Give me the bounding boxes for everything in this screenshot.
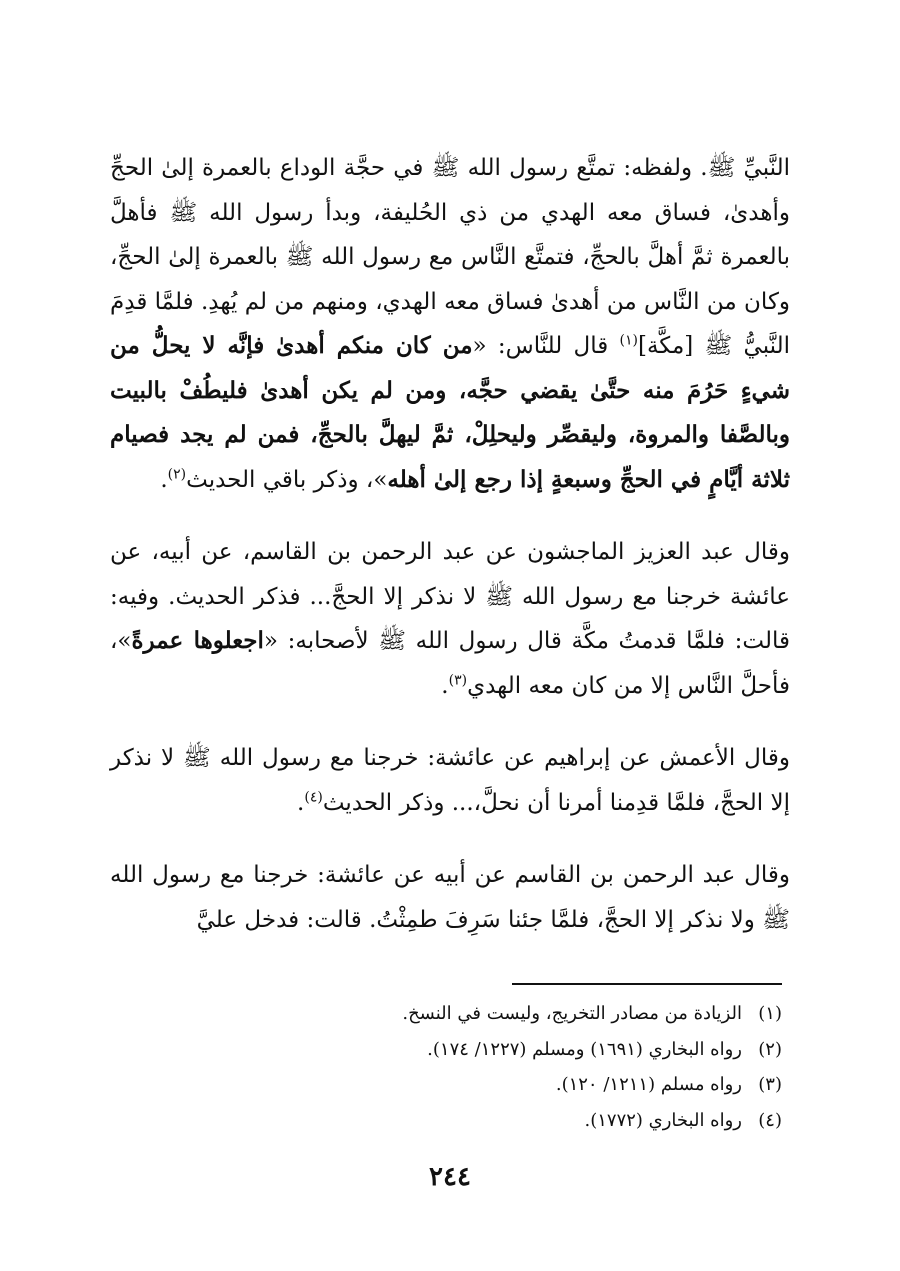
paragraph-1-text-3: »، وذكر باقي الحديث bbox=[186, 466, 388, 493]
footnote-text: الزيادة من مصادر التخريج، وليست في النسخ. bbox=[402, 1003, 742, 1024]
footnote-text: رواه البخاري (١٦٩١) ومسلم (١٢٢٧/ ١٧٤). bbox=[427, 1038, 742, 1060]
footnote-ref-2[interactable]: (٢) bbox=[167, 465, 187, 482]
paragraph-3-end: . bbox=[297, 789, 305, 816]
footnote-2 bbox=[110, 1032, 782, 1068]
paragraph-1 bbox=[110, 146, 790, 502]
footnote-number: (٤) bbox=[758, 1109, 782, 1131]
footnote-1 bbox=[110, 996, 782, 1032]
paragraph-1-end: . bbox=[160, 466, 168, 493]
paragraph-2-text-2: »، فأحلَّ النَّاس إلا من كان معه الهدي bbox=[110, 628, 790, 699]
footnote-number: (١) bbox=[758, 1003, 782, 1024]
hadith-quote-1: من كان منكم أهدىٰ فإنَّه لا يحلُّ من شيءٍ حَرُمَ منه حتَّىٰ يقضي حجَّه، ومن لم يكن أهدىٰ فليطُفْ بالبيت وبالصَّفا والمروة، وليقصِّر وليحلِلْ، ثمَّ ليهلَّ بالحجِّ، فمن لم يجد فصيام ثلاثة أيَّامٍ في الحجِّ وسبعةٍ إذا رجع إلىٰ أهله bbox=[110, 332, 790, 493]
footnote-ref-3[interactable]: (٣) bbox=[448, 671, 468, 688]
paragraph-1-text: النَّبيِّ ﷺ. ولفظه: تمتَّع رسول الله ﷺ في حجَّة الوداع بالعمرة إلىٰ الحجِّ وأهدىٰ، فساق معه الهدي من ذي الحُليفة، وبدأ رسول الله ﷺ فأهلَّ بالعمرة ثمَّ أهلَّ بالحجِّ، فتمتَّع النَّاس مع رسول الله ﷺ بالعمرة إلىٰ الحجِّ، وكان من النَّاس من أهدىٰ فساق معه الهدي، ومنهم من لم يُهدِ. فلمَّا قدِمَ النَّبيُّ ﷺ [مكَّة] bbox=[110, 155, 791, 359]
footnote-number: (٣) bbox=[758, 1074, 782, 1095]
page-number: ٢٤٤ bbox=[429, 1162, 471, 1192]
paragraph-2-end: . bbox=[441, 672, 449, 699]
footnote-divider bbox=[512, 983, 782, 985]
paragraph-3-text: وقال الأعمش عن إبراهيم عن عائشة: خرجنا مع رسول الله ﷺ لا نذكر إلا الحجَّ، فلمَّا قدِمنا أمرنا أن نحلَّ،... وذكر الحديث bbox=[110, 745, 790, 816]
main-text bbox=[110, 146, 790, 942]
hadith-quote-2: اجعلوها عمرةً bbox=[131, 627, 264, 654]
footnote-number: (٢) bbox=[758, 1038, 782, 1060]
footnote-4 bbox=[110, 1103, 782, 1139]
footnote-ref-4[interactable]: (٤) bbox=[304, 788, 323, 805]
footnote-3 bbox=[110, 1067, 782, 1103]
paragraph-2 bbox=[110, 530, 790, 708]
paragraph-3 bbox=[110, 736, 790, 825]
footnote-text: رواه مسلم (١٢١١/ ١٢٠). bbox=[555, 1074, 742, 1095]
paragraph-4 bbox=[110, 853, 790, 942]
footnote-ref-1[interactable]: (١) bbox=[619, 332, 638, 349]
footnotes bbox=[110, 996, 782, 1138]
paragraph-4-text: وقال عبد الرحمن بن القاسم عن أبيه عن عائشة: خرجنا مع رسول الله ﷺ ولا نذكر إلا الحجَّ، فلمَّا جئنا سَرِفَ طمِثْتُ. قالت: فدخل عليَّ bbox=[110, 862, 790, 933]
paragraph-2-text: وقال عبد العزيز الماجشون عن عبد الرحمن بن القاسم، عن أبيه، عن عائشة خرجنا مع رسول الله ﷺ لا نذكر إلا الحجَّ... فذكر الحديث. وفيه: قالت: فلمَّا قدمتُ مكَّة قال رسول الله ﷺ لأصحابه: « bbox=[110, 539, 790, 654]
paragraph-1-text-2: قال للنَّاس: « bbox=[472, 333, 620, 359]
footnote-text: رواه البخاري (١٧٧٢). bbox=[584, 1109, 742, 1131]
